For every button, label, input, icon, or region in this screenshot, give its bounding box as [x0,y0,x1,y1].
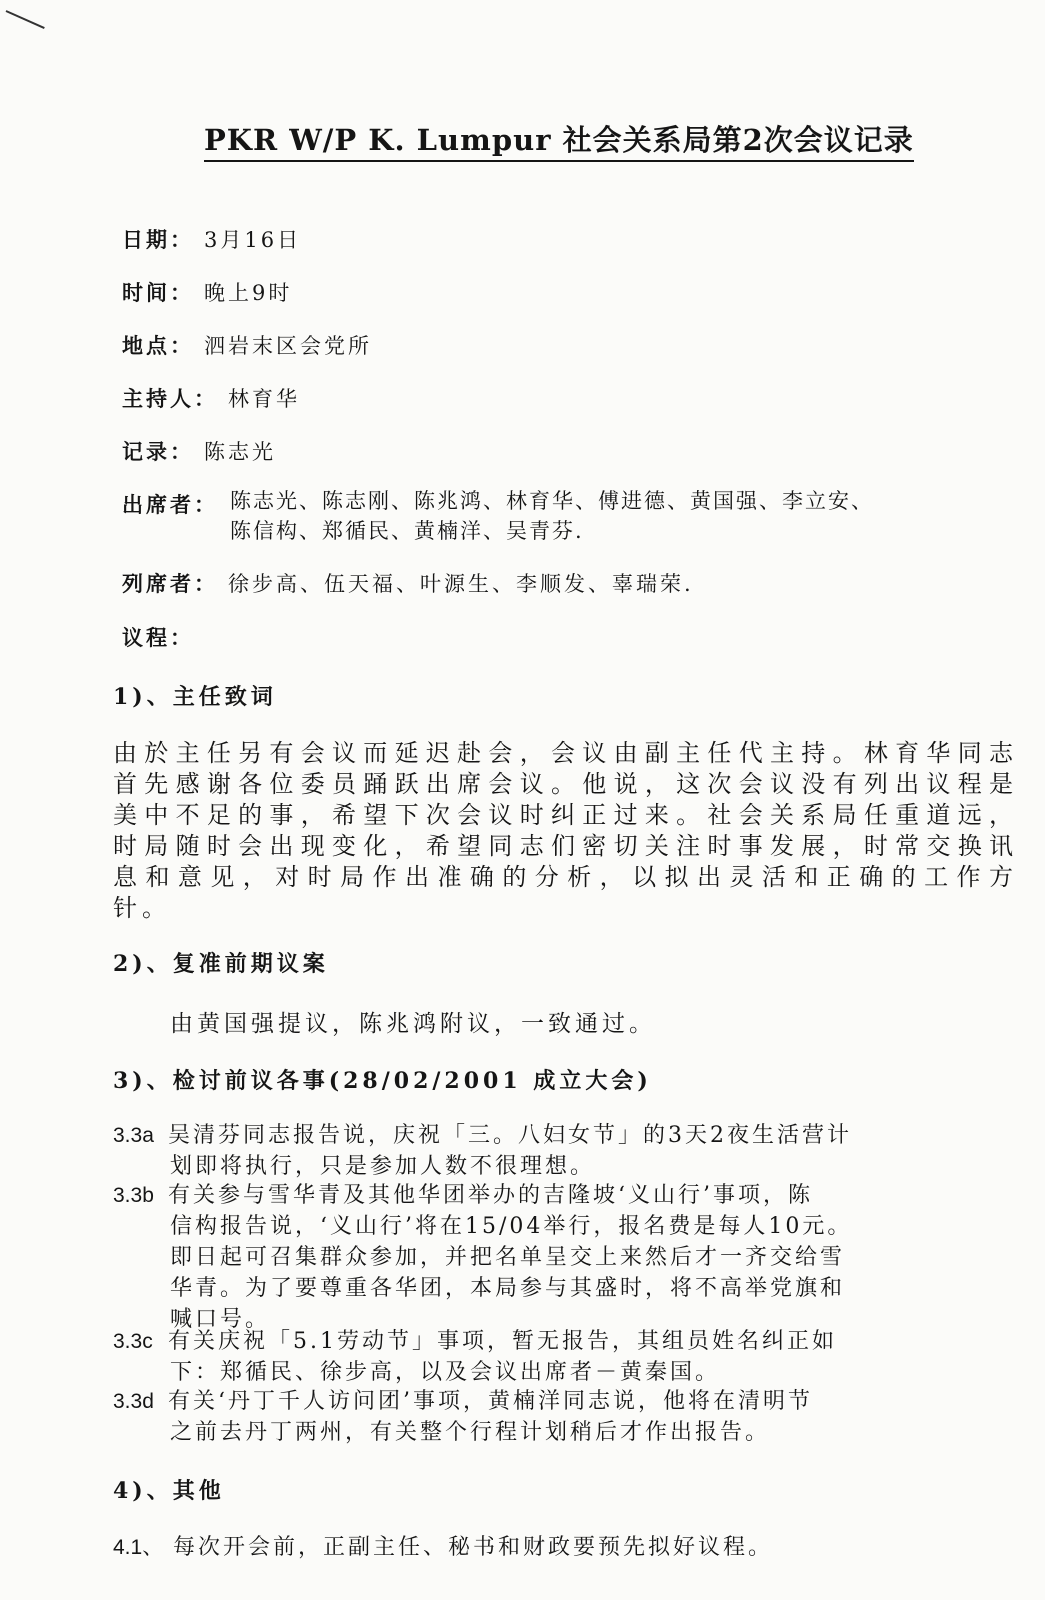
section-4-heading: 4)、其他 [113,1478,225,1504]
attendees-line-1: 陈志光、陈志刚、陈兆鸿、林育华、傅进德、黄国强、李立安、 [230,489,874,513]
observers-label: 列席者： [122,571,218,596]
item-line: 华青。为了要尊重各华团，本局参与其盛时，将不高举党旗和 [170,1276,846,1301]
date-value: 3月16日 [204,228,302,252]
item-code: 3.3d [113,1390,154,1413]
item-3-3b [113,1180,852,1335]
paragraph-line: 针。 [113,894,171,922]
item-4-1 [113,1532,773,1563]
item-line: 有关参与雪华青及其他华团举办的吉隆坡‘义山行’事项，陈 [168,1183,813,1208]
item-3-3a [113,1120,852,1182]
item-line: 信构报告说，‘义山行’将在15/04举行，报名费是每人10元。 [170,1214,853,1239]
item-code: 3.3a [113,1124,154,1147]
attendees-label: 出席者： [122,492,218,517]
meta-observers [122,568,694,598]
agenda-label-text: 议程： [122,625,194,650]
item-line: 划即将执行，只是参加人数不很理想。 [170,1154,596,1179]
section-3-heading: 3)、检讨前议各事(28/02/2001 成立大会) [113,1068,652,1094]
date-label: 日期： [122,227,194,252]
attendees-list [230,486,874,546]
section-1-heading: 1)、主任致词 [113,684,277,710]
recorder-label: 记录： [122,439,194,464]
paragraph-line: 美中不足的事，希望下次会议时纠正过来。社会关系局任重道远， [113,801,1018,829]
item-3-3d [113,1386,813,1448]
section-2-heading: 2)、复准前期议案 [113,951,329,977]
meta-time [122,277,292,307]
time-label: 时间： [122,280,194,305]
paragraph-line: 时局随时会出现变化，希望同志们密切关注时事发展，时常交换讯 [113,832,1018,860]
item-line: 下：郑循民、徐步高，以及会议出席者－黄秦国。 [170,1360,721,1385]
paragraph-line: 首先感谢各位委员踊跃出席会议。他说，这次会议没有列出议程是 [113,770,1018,798]
item-code: 3.3b [113,1184,154,1207]
item-line: 有关庆祝「5.1劳动节」事项，暂无报告，其组员姓名纠正如 [168,1329,837,1354]
item-line: 之前去丹丁两州，有关整个行程计划稍后才作出报告。 [170,1420,771,1445]
meta-attendees [122,489,218,519]
item-line: 喊口号。 [170,1307,271,1332]
paragraph-line: 息和意见，对时局作出准确的分析，以拟出灵活和正确的工作方 [113,863,1018,891]
place-value: 泗岩末区会党所 [204,334,372,358]
place-label: 地点： [122,333,194,358]
recorder-value: 陈志光 [204,440,276,464]
agenda-label [122,622,194,652]
item-code: 4.1、 [113,1536,164,1559]
attendees-line-2: 陈信构、郑循民、黄楠洋、吴青芬. [230,519,584,543]
item-3-3c [113,1326,837,1388]
item-code: 3.3c [113,1330,153,1353]
meta-chair [122,383,300,413]
scan-mark [6,10,45,29]
item-line: 即日起可召集群众参加，并把名单呈交上来然后才一齐交给雪 [170,1245,846,1270]
observers-value: 徐步高、伍天福、叶源生、李顺发、辜瑞荣. [228,572,694,596]
item-line: 有关‘丹丁千人访问团’事项，黄楠洋同志说，他将在清明节 [168,1389,813,1414]
item-line: 吴清芬同志报告说，庆祝「三。八妇女节」的3天2夜生活营计 [168,1123,852,1148]
time-value: 晚上9时 [204,281,293,305]
meta-date [122,224,301,254]
item-line: 每次开会前，正副主任、秘书和财政要预先拟好议程。 [173,1535,774,1560]
section-2-text: 由黄国强提议，陈兆鸿附议，一致通过。 [170,1011,656,1037]
meta-place [122,330,372,360]
chair-value: 林育华 [228,387,300,411]
chair-label: 主持人： [122,386,218,411]
section-1-paragraph [113,738,1018,924]
meta-recorder [122,436,276,466]
paragraph-line: 由於主任另有会议而延迟赴会，会议由副主任代主持。林育华同志 [113,739,1018,767]
document-title: PKR W/P K. Lumpur 社会关系局第2次会议记录 [204,118,914,162]
